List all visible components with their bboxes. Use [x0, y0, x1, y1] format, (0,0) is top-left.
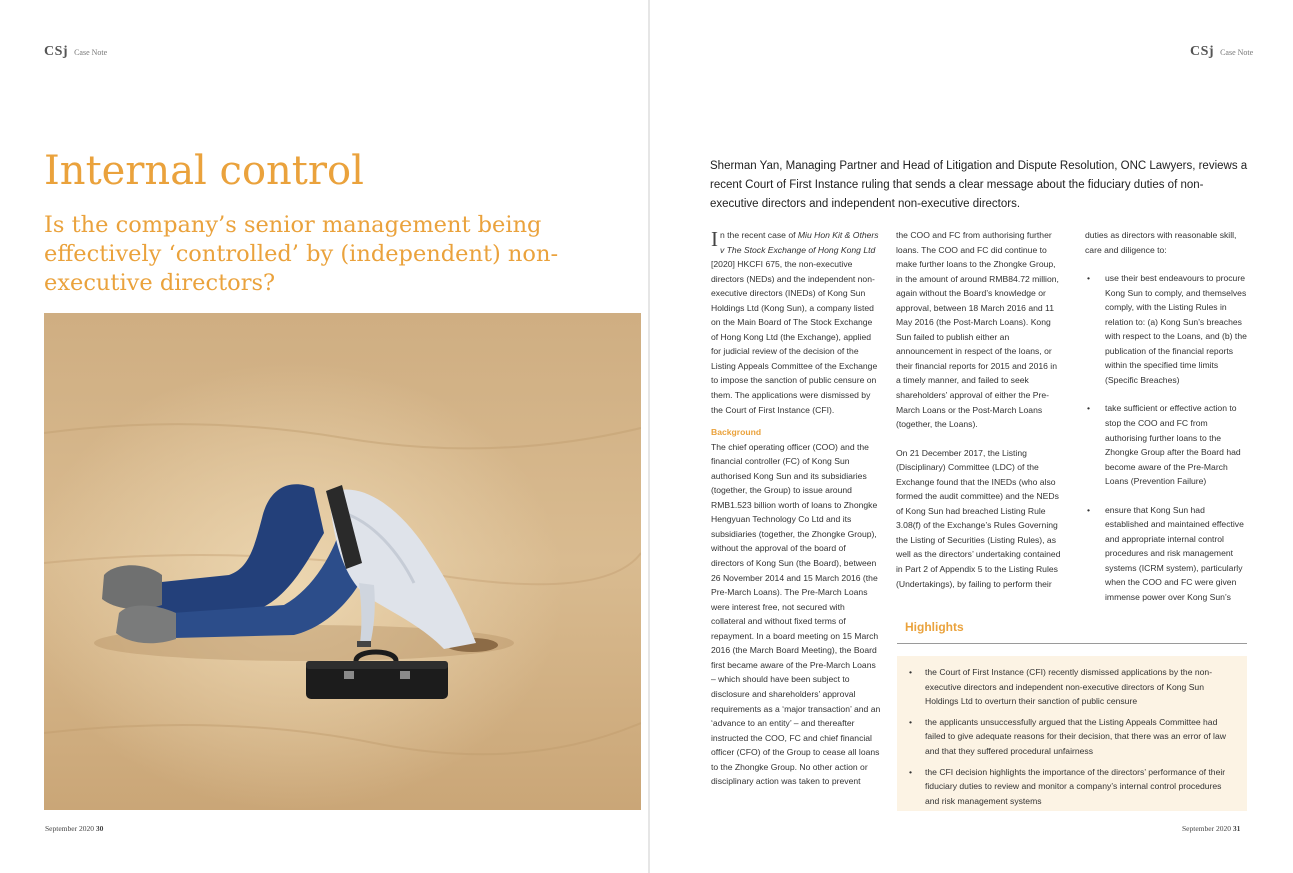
background-paragraph: The chief operating officer (COO) and the financial controller (FC) of Kong Sun authorised Kong Sun and its subsidiaries (together, the Group) to issue around RMB1.523 billion worth of loans to Zhongke Hengyuan Technology Co Ltd and its subsidiaries (together, the Zhongke Group), without the approval of the board of directors of Kong Sun (the Board), between 26 November 2014 and 15 March 2016 (the Pre-March Loans). The Pre-March Loans were interest free, not secured with collateral and without fixed terms of repayment. In a board meeting on 15 March 2016 (the March Board Meeting), the Board first became aware of the Pre-March Loans – which should have been subject to disclosure and shareholders’ approval requirements as a ‘major transaction’ and an ‘advance to an entity’ – and thereafter instructed the COO, FC and chief financial officer (CFO) of the Group to cease all loans to the Zhongke Group. No other action or disciplinary action was taken to prevent [711, 441, 881, 787]
list-item: • take sufficient or effective action to stop the COO and FC from authorising further loans to the Zhongke Group after the Board had become aware of the Pre-March Loans (Prevention Failure) [1085, 401, 1249, 488]
highlight-item: • the CFI decision highlights the importance of the directors’ performance of their fiduciary duties to review and monitor a company’s internal control procedures and risk management systems [907, 765, 1227, 809]
list-item: • use their best endeavours to procure Kong Sun to comply, and themselves comply, with the Listing Rules in relation to: (a) Kong Sun’s breaches with respect to the Loans, and (b) the publication of the financial reports within the specified time limits (Specific Breaches) [1085, 271, 1249, 387]
body-paragraph: the COO and FC from authorising further loans. The COO and FC did continue to make further loans to the Zhongke Group, in the amount of around RMB84.72 million, again without the Board’s knowledge or approval, between 18 March 2016 and 11 May 2016 (the Post-March Loans). Kong Sun failed to publish either an announcement in respect of the loans, or their financial reports for 2015 and 2016 in a timely manner, and failed to seek shareholders’ approval of either the Pre-March Loans or the Post-March Loans (together, the Loans). [896, 230, 1059, 430]
section-label: Case Note [74, 48, 108, 57]
body-column-1 [711, 228, 881, 789]
head-in-sand-illustration [44, 313, 641, 810]
body-paragraph: On 21 December 2017, the Listing (Disciplinary) Committee (LDC) of the Exchange found that the INEDs (who also formed the audit committee) and the NEDs of Kong Sun had breached Listing Rule 3.08(f) of the Exchange’s Rules Governing the Listing of Securities (Listing Rules), as well as the directors’ undertaking contained in Part 2 of Appendix 5 to the Listing Rules (Undertakings), by failing to perform their [896, 447, 1061, 589]
magazine-logo: CSj [1190, 44, 1215, 59]
section-subhead: Background [711, 427, 762, 438]
highlights-divider [897, 643, 1247, 644]
article-photo [44, 313, 641, 810]
highlight-item: • the Court of First Instance (CFI) recently dismissed applications by the non-executive directors and independent non-executive directors of Kong Sun Holdings Ltd to overturn their sanction of public censure [907, 665, 1227, 709]
drop-cap: I [711, 227, 718, 251]
highlight-item: • the applicants unsuccessfully argued that the Listing Appeals Committee had failed to give adequate reasons for their decision, that there was an error of law and that they suffered procedural unfairness [907, 715, 1227, 759]
standfirst: Sherman Yan, Managing Partner and Head of Litigation and Dispute Resolution, ONC Lawyers, reviews a recent Court of First Instance ruling that sends a clear message about the fiduciary duties of non-executive directors and independent non-executive directors. [710, 160, 1248, 210]
right-page [650, 0, 1293, 873]
page-folio-right: September 2020 31 [1182, 824, 1241, 833]
case-name: Miu Hon Kit & Others v The Stock Exchange of Hong Kong Ltd [720, 230, 879, 255]
running-header [44, 44, 107, 60]
body-column-3 [1085, 228, 1249, 619]
article-subtitle: Is the company’s senior management being effectively ‘controlled’ by (independent) non-executive directors? [44, 212, 559, 296]
body-paragraph: duties as directors with reasonable skill, care and diligence to: [1085, 230, 1237, 255]
page-folio-left: September 2020 30 [45, 824, 104, 833]
list-item: • ensure that Kong Sun had established and maintained effective and appropriate internal control procedures and risk management systems (ICRM system), particularly when the COO and FC were given immense power over Kong Sun’s [1085, 503, 1249, 605]
section-label: Case Note [1220, 48, 1254, 57]
body-column-2 [896, 228, 1064, 591]
duty-list [1085, 271, 1249, 604]
article-title: Internal control [44, 148, 364, 194]
highlights-heading: Highlights [905, 620, 964, 634]
intro-paragraph: In the recent case of Miu Hon Kit & Others v The Stock Exchange of Hong Kong Ltd [2020] HKCFI 675, the non-executive directors (NEDs) and the independent non-executive directors (INEDs) of Kong Sun Holdings Ltd (Kong Sun), a company listed on the Main Board of The Stock Exchange of Hong Kong Ltd (the Exchange), applied for judicial review of the decision of the Listing Appeals Committee of the Exchange to impose the sanction of public censure on them. The applications were dismissed by the Court of First Instance (CFI). [711, 227, 879, 415]
running-header [1190, 44, 1253, 60]
magazine-logo: CSj [44, 44, 69, 59]
highlights-box [897, 656, 1247, 811]
